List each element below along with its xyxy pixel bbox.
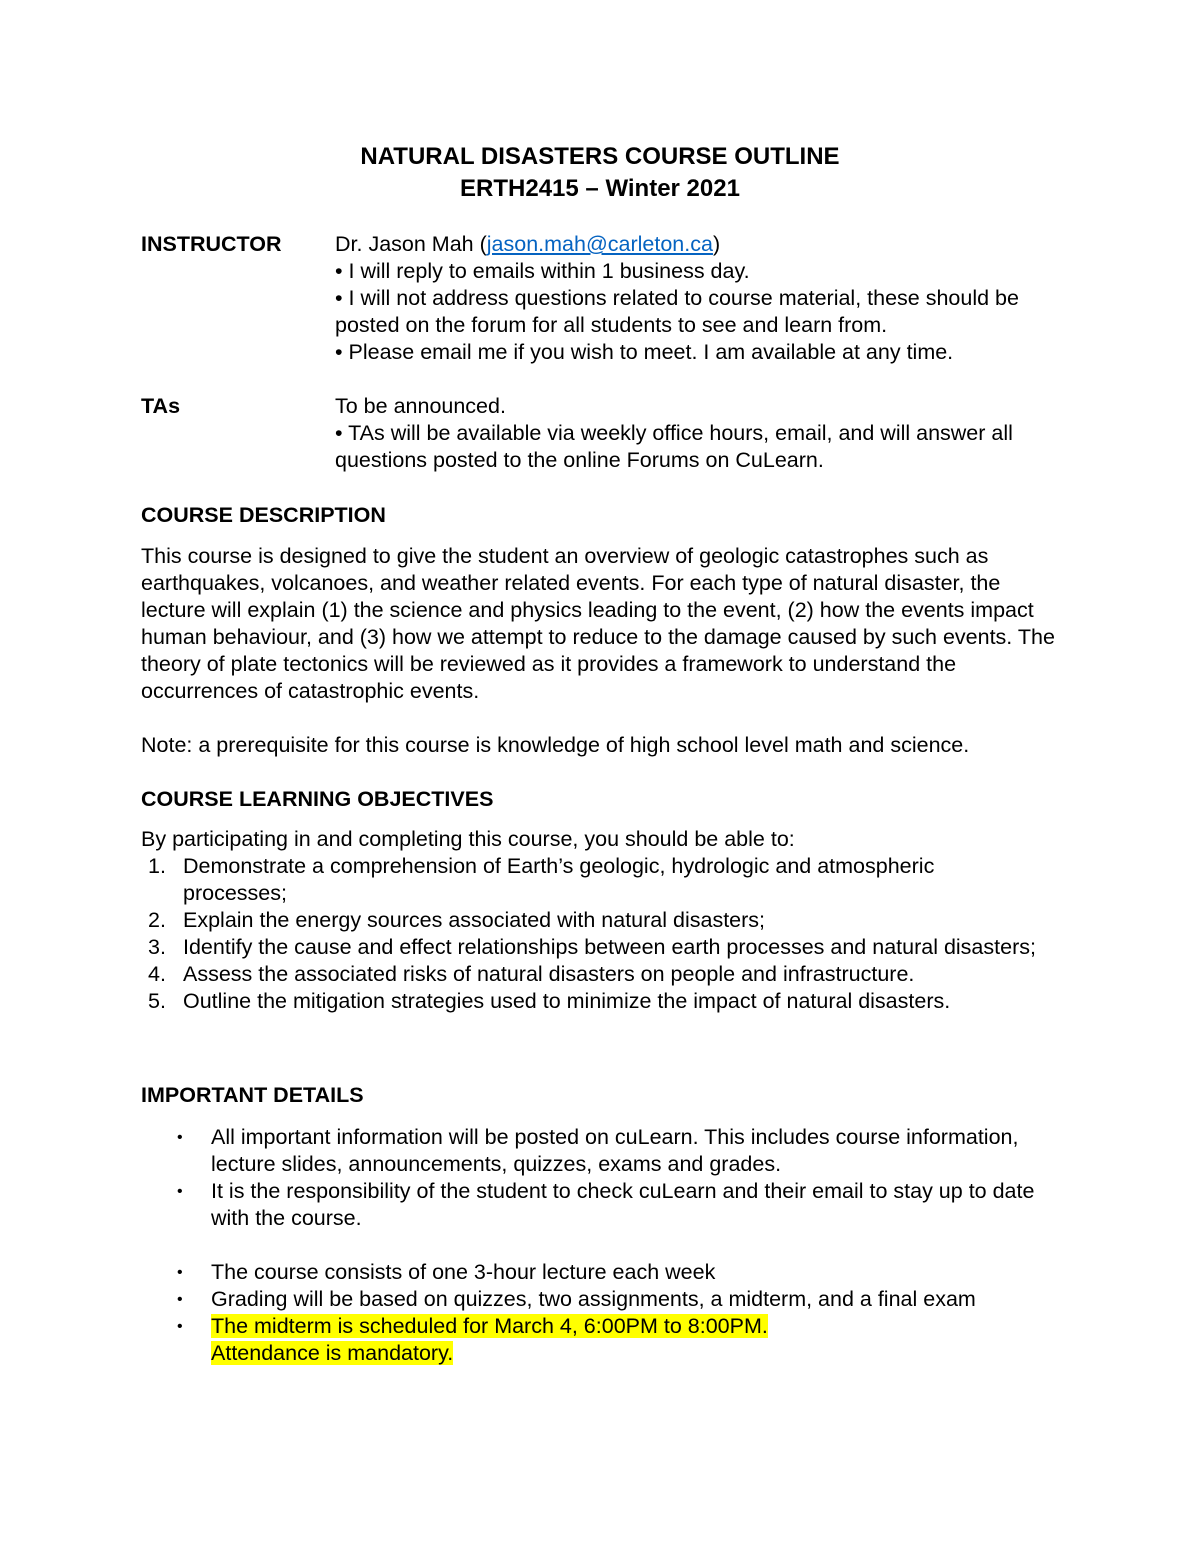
objectives-intro: By participating in and completing this course, you should be able to: (141, 827, 795, 851)
detail-text: Grading will be based on quizzes, two assignments, a midterm, and a final exam (211, 1287, 976, 1311)
objective-text: Outline the mitigation strategies used to minimize the impact of natural disasters. (183, 989, 951, 1013)
instructor-name-close: ) (712, 232, 721, 256)
title-line-2: ERTH2415 – Winter 2021 (460, 175, 740, 202)
objective-number: 4. (148, 962, 166, 986)
instructor-value (335, 231, 1065, 366)
objective-number: 3. (148, 935, 166, 959)
document-title (0, 141, 1200, 205)
tas-note-1: • TAs will be available via weekly office hours, email, and will answer all questions posted to the online Forums on CuLearn. (335, 421, 1013, 472)
instructor-note-2: • I will not address questions related to course material, these should be posted on the forum for all students to see and learn from. (335, 286, 1019, 337)
midterm-notice: The midterm is scheduled for March 4, 6:00PM to 8:00PM. (211, 1314, 768, 1338)
tas-label: TAs (141, 394, 181, 418)
objectives-list (141, 853, 1041, 1015)
important-details-list (141, 1124, 1061, 1367)
objective-item (141, 961, 1041, 988)
instructor-name-line (335, 231, 1065, 258)
objective-item (141, 907, 1041, 934)
bullet-icon: • (177, 1129, 183, 1146)
instructor-note-1: • I will reply to emails within 1 business day. (335, 259, 750, 283)
detail-text: The course consists of one 3-hour lecture each week (211, 1260, 716, 1284)
bullet-icon: • (177, 1264, 183, 1281)
bullet-icon: • (177, 1318, 183, 1335)
objective-item (141, 988, 1041, 1015)
objective-text: Explain the energy sources associated with natural disasters; (183, 908, 766, 932)
objective-item (141, 853, 1041, 907)
course-description-heading: COURSE DESCRIPTION (141, 503, 386, 527)
attendance-notice: Attendance is mandatory. (211, 1341, 454, 1365)
bullet-icon: • (177, 1183, 183, 1200)
course-description-body: This course is designed to give the student an overview of geologic catastrophes such as earthquakes, volcanoes, and weather related events. For each type of natural disaster, the lecture will explain (1) the science and physics leading to the event, (2) how the events impact human behaviour, and (3) how we attempt to reduce to the damage caused by such events. The theory of plate tectonics will be reviewed as it provides a framework to understand the occurrences of catastrophic events. (141, 544, 1055, 703)
important-details-heading: IMPORTANT DETAILS (141, 1083, 364, 1107)
title-line-1: NATURAL DISASTERS COURSE OUTLINE (360, 143, 840, 170)
instructor-note-3: • Please email me if you wish to meet. I am available at any time. (335, 340, 954, 364)
detail-text: All important information will be posted on cuLearn. This includes course information, lecture slides, announcements, quizzes, exams and grades. (211, 1125, 1019, 1176)
objective-text: Demonstrate a comprehension of Earth’s geologic, hydrologic and atmospheric processes; (183, 854, 935, 905)
bullet-icon: • (177, 1291, 183, 1308)
instructor-label: INSTRUCTOR (141, 232, 282, 256)
detail-item (141, 1286, 1061, 1313)
tas-value (335, 393, 1065, 474)
detail-item (141, 1178, 1061, 1232)
objective-text: Identify the cause and effect relationships between earth processes and natural disasters; (183, 935, 1036, 959)
instructor-name: Dr. Jason Mah ( (335, 232, 487, 256)
detail-item (141, 1124, 1061, 1178)
objective-item (141, 934, 1041, 961)
detail-item (141, 1259, 1061, 1286)
detail-item-highlighted (141, 1313, 1061, 1367)
detail-text: It is the responsibility of the student to check cuLearn and their email to stay up to date with the course. (211, 1179, 1035, 1230)
objective-number: 5. (148, 989, 166, 1013)
objective-number: 1. (148, 854, 166, 878)
objectives-heading: COURSE LEARNING OBJECTIVES (141, 787, 494, 811)
objective-text: Assess the associated risks of natural disasters on people and infrastructure. (183, 962, 915, 986)
instructor-email-link[interactable]: jason.mah@carleton.ca (486, 232, 713, 256)
tas-status: To be announced. (335, 394, 506, 418)
objective-number: 2. (148, 908, 166, 932)
prerequisite-note: Note: a prerequisite for this course is knowledge of high school level math and science. (141, 733, 970, 757)
